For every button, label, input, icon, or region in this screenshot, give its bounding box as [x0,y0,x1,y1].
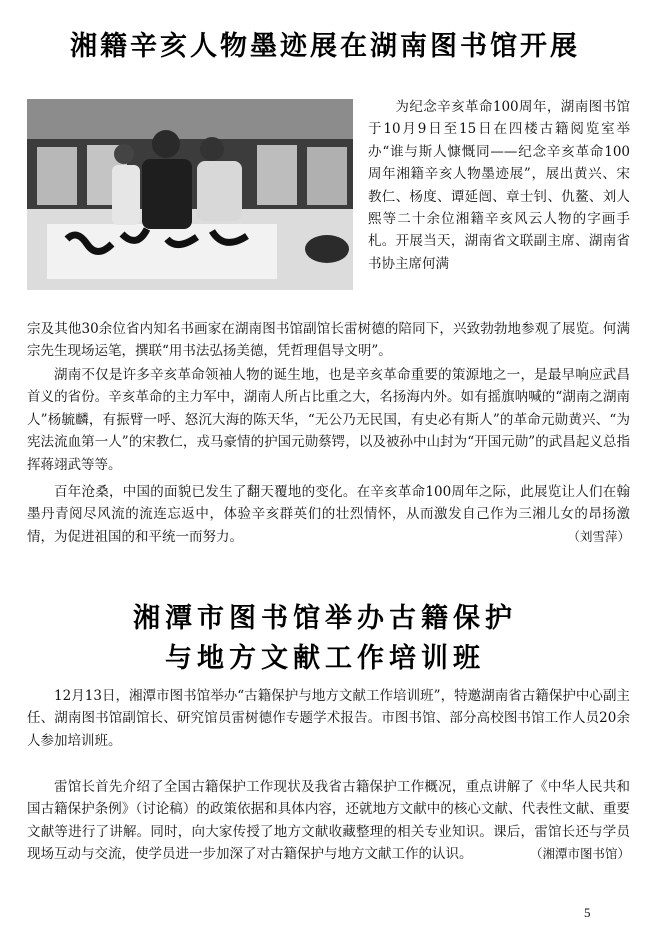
article1-paragraph-1-text: 为纪念辛亥革命100周年，湖南图书馆于10月9日至15日在四楼古籍阅览室举办“谁与斯人慷慨同——纪念辛亥革命100周年湘籍辛亥人物墨迹展”，展出黄兴、宋教仁、杨度、谭延闿、章士钊、仇鳌、刘人熙等二十余位湘籍辛亥风云人物的字画手札。开展当天，湖南省文联副主席、湖南省书协主席何满 [368,99,630,272]
article1-paragraph-3-text: 百年沧桑，中国的面貌已发生了翻天覆地的变化。在辛亥革命100周年之际，此展览让人们在翰墨丹青阅尽风流的流连忘返中，体验辛亥群英们的壮烈情怀，从而激发自己作为三湘儿女的昂扬激情，为促进祖国的和平统一而努力。 [27,484,630,545]
article2-paragraph-2 [27,776,630,866]
article1-paragraph-3 [27,481,630,548]
article1-signature: （刘雪萍） [567,528,630,544]
page-number: 5 [584,905,591,920]
article2-signature: （湘潭市图书馆） [529,846,630,862]
article2-title-line2: 与地方文献工作培训班 [165,643,485,674]
article2-title-line1: 湘潭市图书馆举办古籍保护 [133,603,517,634]
article1-title: 湘籍辛亥人物墨迹展在湖南图书馆开展 [70,31,580,62]
article2-paragraph-2-text: 雷馆长首先介绍了全国古籍保护工作现状及我省古籍保护工作概况，重点讲解了《中华人民共和国古籍保护条例》（讨论稿）的政策依据和具体内容，还就地方文献中的核心文献、代表性文献、重要文献等进行了讲解。同时，向大家传授了地方文献收藏整理的相关专业知识。课后，雷馆长还与学员现场互动与交流，使学员进一步加深了对古籍保护与地方文献工作的认识。 [27,779,630,863]
article1-paragraph-1 [368,96,630,275]
exhibition-photo [27,99,353,290]
article2-paragraph-1: 12月13日，湘潭市图书馆举办“古籍保护与地方文献工作培训班”，特邀湖南省古籍保护中心副主任、湖南图书馆副馆长、研究馆员雷树德作专题学术报告。市图书馆、部分高校图书馆工作人员20余人参加培训班。 [27,688,630,749]
article1-paragraph-1-continued: 宗及其他30余位省内知名书画家在湖南图书馆副馆长雷树德的陪同下，兴致勃勃地参观了展览。何满宗先生现场运笔，撰联“用书法弘扬美德，凭哲理倡导文明”。 [27,321,630,360]
article1-paragraph-2: 湖南不仅是许多辛亥革命领袖人物的诞生地，也是辛亥革命重要的策源地之一，是最早响应武昌首义的省份。辛亥革命的主力军中，湖南人所占比重之大，名扬海内外。如有摇旗呐喊的“湖南之湖南人”杨毓麟，有振臂一呼、怒沉大海的陈天华，“无公乃无民国，有史必有斯人”的革命元勋黄兴、“为宪法流血第一人”的宋教仁，戎马豪情的护国元勋蔡锷，以及被孙中山封为“开国元勋”的武昌起义总指挥蒋翊武等等。 [27,367,630,473]
